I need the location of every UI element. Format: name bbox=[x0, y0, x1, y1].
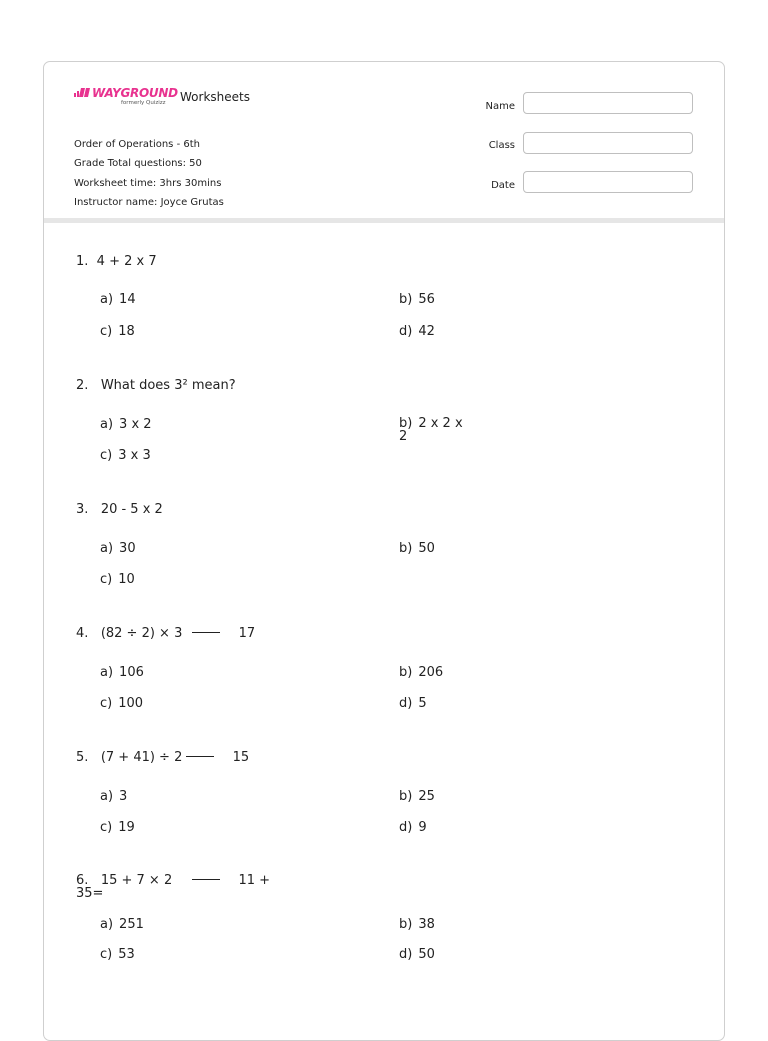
option-b[interactable]: b) 38 bbox=[399, 917, 435, 932]
option-b[interactable]: b) 2 x 2 x 2 bbox=[399, 416, 463, 444]
question-number: 6. bbox=[76, 873, 89, 888]
name-label: Name bbox=[485, 101, 515, 112]
question-6 bbox=[76, 874, 270, 900]
option-c[interactable]: c) 18 bbox=[100, 324, 135, 339]
option-d[interactable]: d) 42 bbox=[399, 324, 435, 339]
answer-blank bbox=[192, 632, 220, 633]
meta-line-grade: Grade Total questions: 50 bbox=[74, 158, 202, 169]
option-b[interactable]: b) 50 bbox=[399, 541, 435, 556]
answer-blank bbox=[192, 879, 220, 880]
class-label: Class bbox=[488, 140, 515, 151]
question-text-end: 17 bbox=[238, 626, 256, 641]
question-2 bbox=[76, 378, 236, 393]
wayground-logo bbox=[74, 86, 178, 112]
wayground-mark-icon bbox=[74, 88, 90, 98]
name-field[interactable] bbox=[523, 92, 693, 114]
option-d[interactable]: d) 5 bbox=[399, 696, 427, 711]
question-5 bbox=[76, 750, 249, 765]
option-c[interactable]: c) 100 bbox=[100, 696, 144, 711]
logo-text: WAYGROUND bbox=[92, 86, 178, 100]
question-text-end: 35= bbox=[76, 886, 104, 901]
option-a[interactable]: a) 251 bbox=[100, 917, 144, 932]
option-a[interactable]: a) 3 bbox=[100, 789, 128, 804]
option-d[interactable]: d) 50 bbox=[399, 947, 435, 962]
question-text: What does 3² mean? bbox=[100, 378, 236, 393]
worksheet-title: Worksheets bbox=[180, 90, 250, 104]
question-text: 4 + 2 x 7 bbox=[96, 254, 157, 269]
question-number: 3. bbox=[76, 502, 89, 517]
question-number: 4. bbox=[76, 626, 89, 641]
question-text: 20 - 5 x 2 bbox=[100, 502, 163, 517]
meta-line-time: Worksheet time: 3hrs 30mins bbox=[74, 178, 222, 189]
option-c[interactable]: c) 19 bbox=[100, 820, 135, 835]
date-label: Date bbox=[491, 180, 515, 191]
option-a[interactable]: a) 30 bbox=[100, 541, 136, 556]
option-a[interactable]: a) 106 bbox=[100, 665, 144, 680]
question-1 bbox=[76, 254, 157, 269]
question-text: 15 + 7 × 2 bbox=[100, 873, 173, 888]
option-c[interactable]: c) 10 bbox=[100, 572, 135, 587]
meta-line-instructor: Instructor name: Joyce Grutas bbox=[74, 197, 224, 208]
question-4 bbox=[76, 626, 255, 641]
option-c[interactable]: c) 3 x 3 bbox=[100, 448, 151, 463]
logo-subtitle: formerly Quizizz bbox=[121, 100, 166, 106]
question-3 bbox=[76, 502, 163, 517]
date-field[interactable] bbox=[523, 171, 693, 193]
question-text: (7 + 41) ÷ 2 bbox=[100, 750, 183, 765]
option-a[interactable]: a) 3 x 2 bbox=[100, 417, 152, 432]
option-b[interactable]: b) 206 bbox=[399, 665, 444, 680]
class-field[interactable] bbox=[523, 132, 693, 154]
question-text: (82 ÷ 2) × 3 bbox=[100, 626, 183, 641]
worksheet-header bbox=[44, 62, 724, 223]
answer-blank bbox=[186, 756, 214, 757]
option-c[interactable]: c) 53 bbox=[100, 947, 135, 962]
question-number: 1. bbox=[76, 254, 89, 269]
question-text-mid: 11 + bbox=[238, 873, 271, 888]
question-text-end: 15 bbox=[232, 750, 250, 765]
option-b[interactable]: b) 25 bbox=[399, 789, 435, 804]
question-number: 5. bbox=[76, 750, 89, 765]
meta-line-topic: Order of Operations - 6th bbox=[74, 139, 200, 150]
question-number: 2. bbox=[76, 378, 89, 393]
option-a[interactable]: a) 14 bbox=[100, 292, 136, 307]
worksheet-page bbox=[43, 61, 725, 1041]
option-d[interactable]: d) 9 bbox=[399, 820, 427, 835]
option-b[interactable]: b) 56 bbox=[399, 292, 435, 307]
